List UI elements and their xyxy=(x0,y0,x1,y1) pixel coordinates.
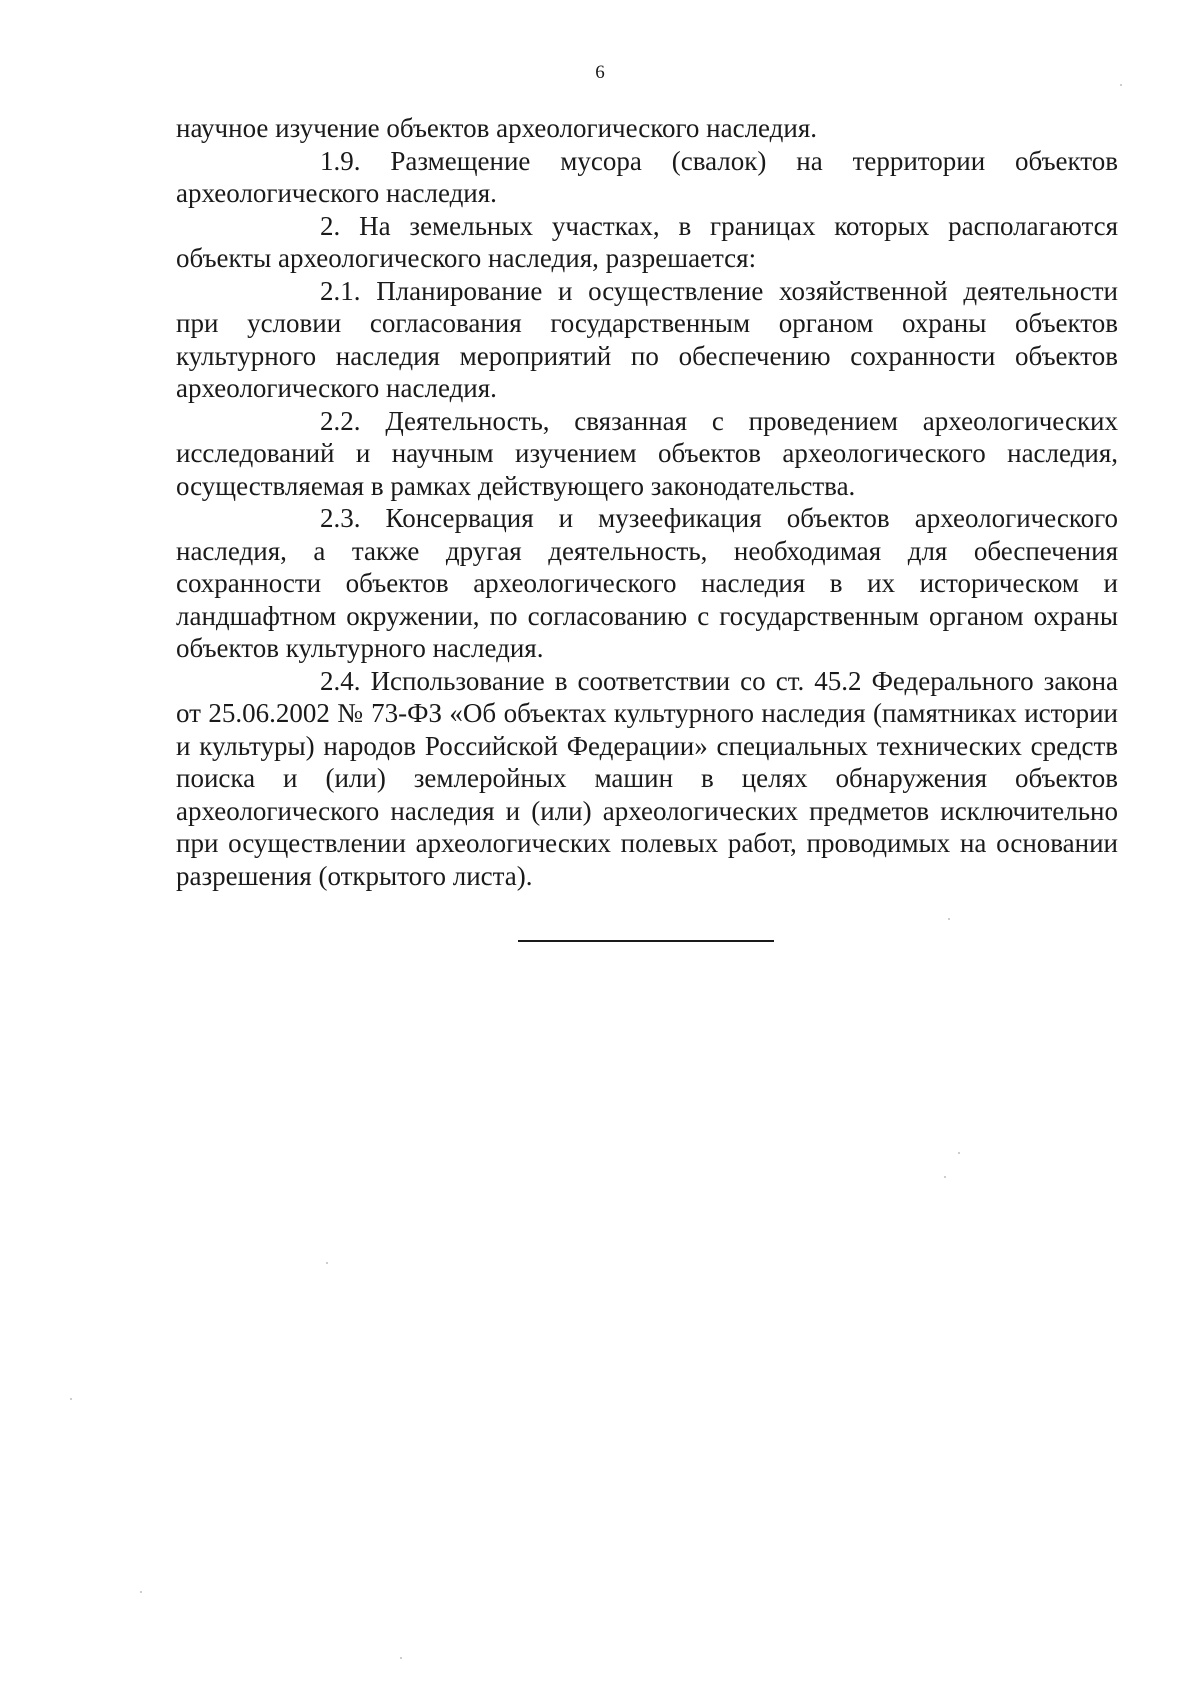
paragraph-number: 2.3. xyxy=(320,503,361,533)
paragraph-number: 2.1. xyxy=(320,275,361,306)
paragraph-2-3 xyxy=(176,502,1118,665)
paragraph-number: 2.2. xyxy=(320,405,361,436)
paragraph-2-1 xyxy=(176,275,1118,405)
page-number: 6 xyxy=(595,62,605,83)
scan-speck xyxy=(958,1152,960,1154)
scan-speck xyxy=(948,918,950,920)
paragraph-number: 1.9. xyxy=(320,145,361,176)
paragraph-text: научное изучение объектов археологического наследия. xyxy=(176,113,818,143)
scan-speck xyxy=(944,1176,946,1178)
paragraph-2-4 xyxy=(176,665,1118,893)
scan-speck xyxy=(70,1398,72,1400)
paragraph-text: Планирование и осуществление хозяйственной деятельности при условии согласования государственным органом охраны объектов культурного наследия мероприятий по обеспечению сохранности объектов археологического наследия. xyxy=(176,275,1119,403)
scan-speck xyxy=(1120,84,1122,86)
paragraph-text: Использование в соответствии со ст. 45.2 Федерального закона от 25.06.2002 № 73-ФЗ «Об объектах культурного наследия (памятниках истории и культуры) народов Российской Федерации» специальных технических средств поиска и (или) землеройных машин в целях обнаружения объектов археологического наследия и (или) археологических предметов исключительно при осуществлении археологических полевых работ, проводимых на основании разрешения (открытого листа). xyxy=(176,665,1119,891)
paragraph-2-2 xyxy=(176,405,1118,503)
paragraph-number: 2.4. xyxy=(320,665,361,696)
paragraph-text: Деятельность, связанная с проведением археологических исследований и научным изучением объектов археологического наследия, осуществляемая в рамках действующего законодательства. xyxy=(176,405,1119,501)
paragraph-continuation xyxy=(176,112,1118,145)
scan-speck xyxy=(140,1591,142,1593)
paragraph-text: Размещение мусора (свалок) на территории объектов археологического наследия. xyxy=(176,145,1118,208)
document-body xyxy=(176,112,1118,892)
paragraph-2 xyxy=(176,210,1118,275)
paragraph-text: На земельных участках, в границах которых располагаются объекты археологического наследия, разрешается: xyxy=(176,210,1119,273)
paragraph-number: 2. xyxy=(320,210,341,241)
closing-rule xyxy=(518,940,774,942)
paragraph-1-9 xyxy=(176,145,1118,210)
paragraph-text: Консервация и музеефикация объектов археологического наследия, а также другая деятельность, необходимая для обеспечения сохранности объектов археологического наследия в их историческом и ландшафтном окружении, по согласованию с государственным органом охраны объектов культурного наследия. xyxy=(176,503,1119,663)
scan-speck xyxy=(326,1262,328,1264)
scan-speck xyxy=(400,1657,402,1659)
